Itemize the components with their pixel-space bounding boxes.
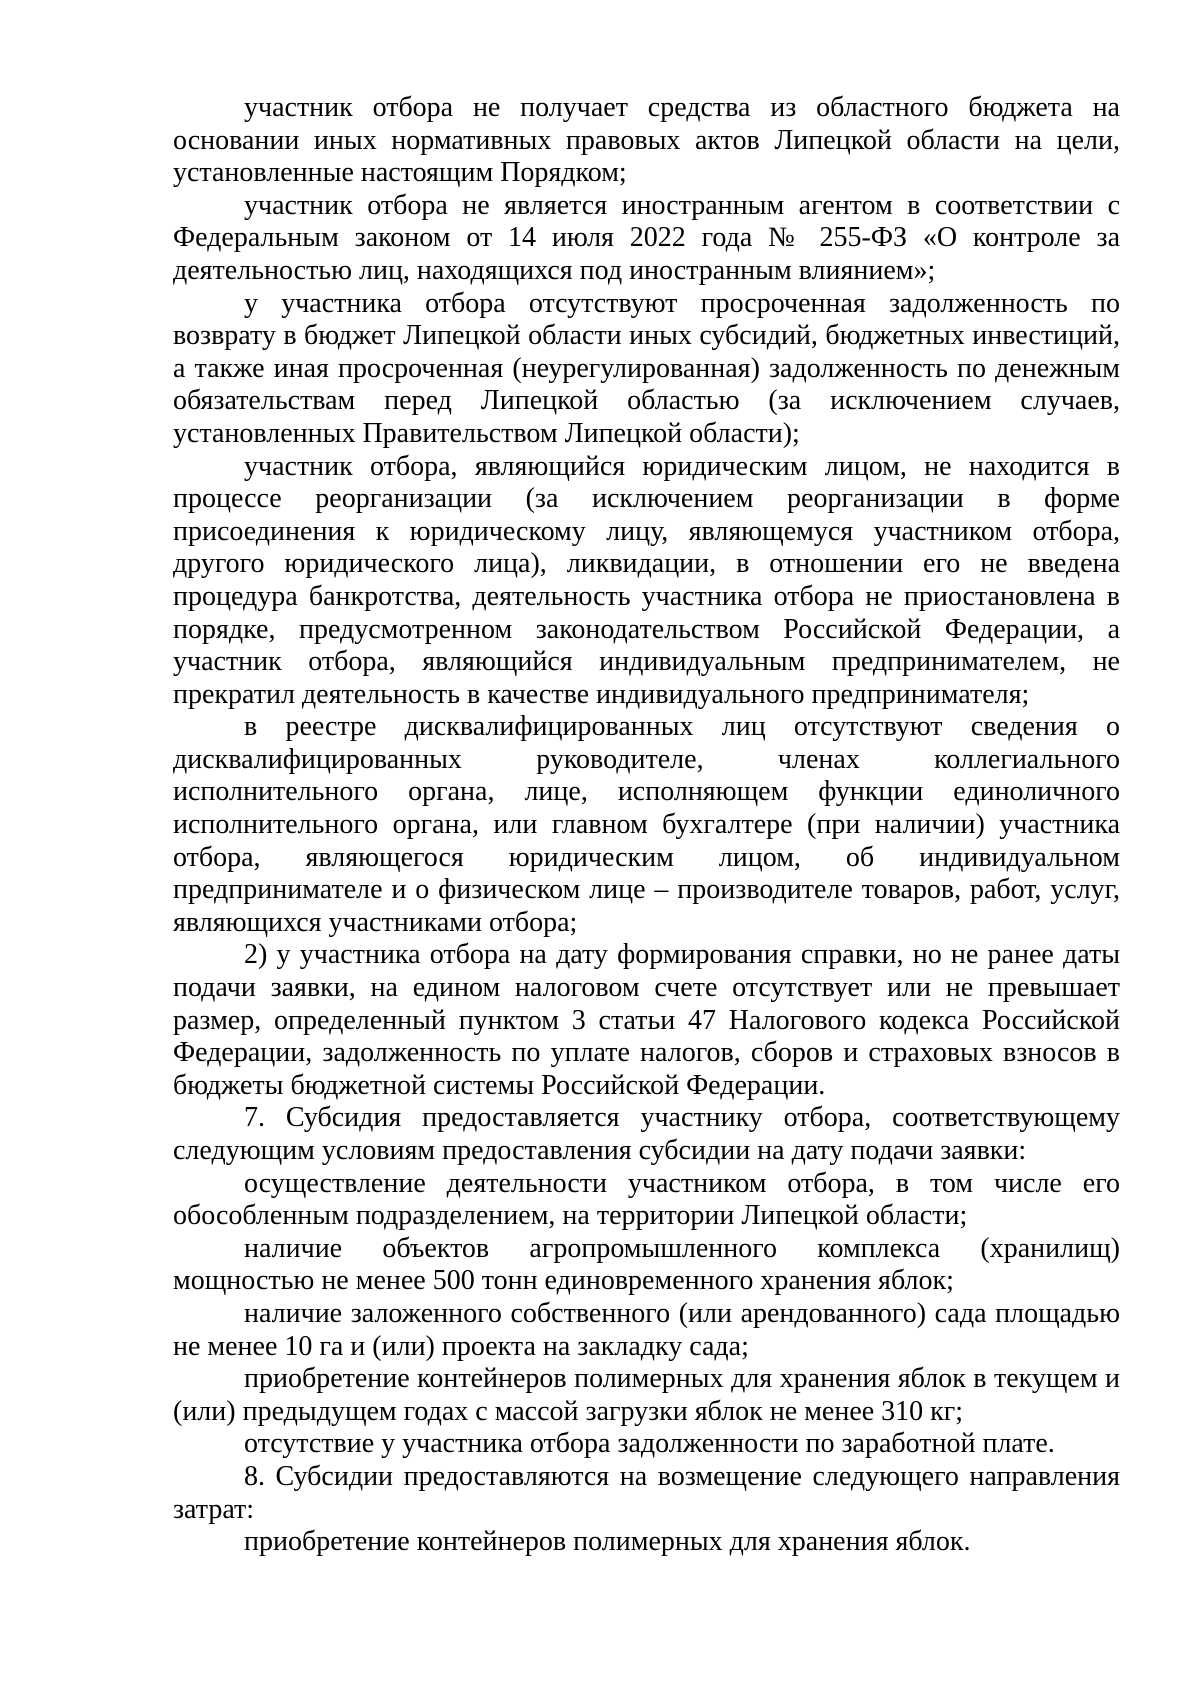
paragraph-no-wage-debt: отсутствие у участника отбора задолженности по заработной плате.	[244, 1428, 1055, 1460]
paragraph-orchard-area: наличие заложенного собственного (или арендованного) сада площадью не менее 10 га и (или) проекта на закладку сада;	[173, 1297, 1120, 1362]
paragraph-disqualified-registry: в реестре дисквалифицированных лиц отсутствуют сведения о дисквалифицированных руководителе, членах коллегиального исполнительного органа, лице, исполняющем функции единоличного исполнительного органа, или главном бухгалтере (при наличии) участника отбора, являющегося юридическим лицом, об индивидуальном предпринимателе и о физическом лице – производителе товаров, работ, услуг, являющихся участниками отбора;	[173, 711, 1120, 938]
paragraph-reorganization: участник отбора, являющийся юридическим лицом, не находится в процессе реорганизации (за исключением реорганизации в форме присоединения к юридическому лицу, являющемуся участником отбора, другого юридического лица), ликвидации, в отношении его не введена процедура банкротства, деятельность участника отбора не приостановлена в порядке, предусмотренном законодательством Российской Федерации, а участник отбора, являющийся индивидуальным предпринимателем, не прекратил деятельность в качестве индивидуального предпринимателя;	[173, 450, 1120, 710]
document-page	[173, 92, 1120, 1559]
paragraph-tax-debt: 2) у участника отбора на дату формирования справки, но не ранее даты подачи заявки, на едином налоговом счете отсутствует или не превышает размер, определенный пунктом 3 статьи 47 Налогового кодекса Российской Федерации, задолженность по уплате налогов, сборов и страховых взносов в бюджеты бюджетной системы Российской Федерации.	[173, 939, 1120, 1101]
paragraph-overdue-debt: у участника отбора отсутствуют просроченная задолженность по возврату в бюджет Липецкой области иных субсидий, бюджетных инвестиций, а также иная просроченная (неурегулированная) задолженность по денежным обязательствам перед Липецкой областью (за исключением случаев, установленных Правительством Липецкой области);	[173, 287, 1120, 449]
paragraph-foreign-agent: участник отбора не является иностранным агентом в соответствии с Федеральным законом от 14 июля 2022 года № 255-ФЗ «О контроле за деятельностью лиц, находящихся под иностранным влиянием»;	[173, 189, 1120, 286]
paragraph-cost-direction: приобретение контейнеров полимерных для хранения яблок.	[244, 1526, 971, 1558]
paragraph-section-8: 8. Субсидии предоставляются на возмещение следующего направления затрат:	[173, 1460, 1120, 1525]
paragraph-containers-purchase: приобретение контейнеров полимерных для хранения яблок в текущем и (или) предыдущем годах с массой загрузки яблок не менее 310 кг;	[173, 1363, 1120, 1427]
paragraph-budget-funds: участник отбора не получает средства из областного бюджета на основании иных нормативных правовых актов Липецкой области на цели, установленные настоящим Порядком;	[173, 92, 1120, 189]
paragraph-activity-territory: осуществление деятельности участником отбора, в том числе его обособленным подразделением, на территории Липецкой области;	[173, 1167, 1120, 1232]
paragraph-storage-capacity: наличие объектов агропромышленного комплекса (хранилищ) мощностью не менее 500 тонн единовременного хранения яблок;	[173, 1232, 1120, 1297]
paragraph-section-7: 7. Субсидия предоставляется участнику отбора, соответствующему следующим условиям предоставления субсидии на дату подачи заявки:	[173, 1102, 1120, 1166]
